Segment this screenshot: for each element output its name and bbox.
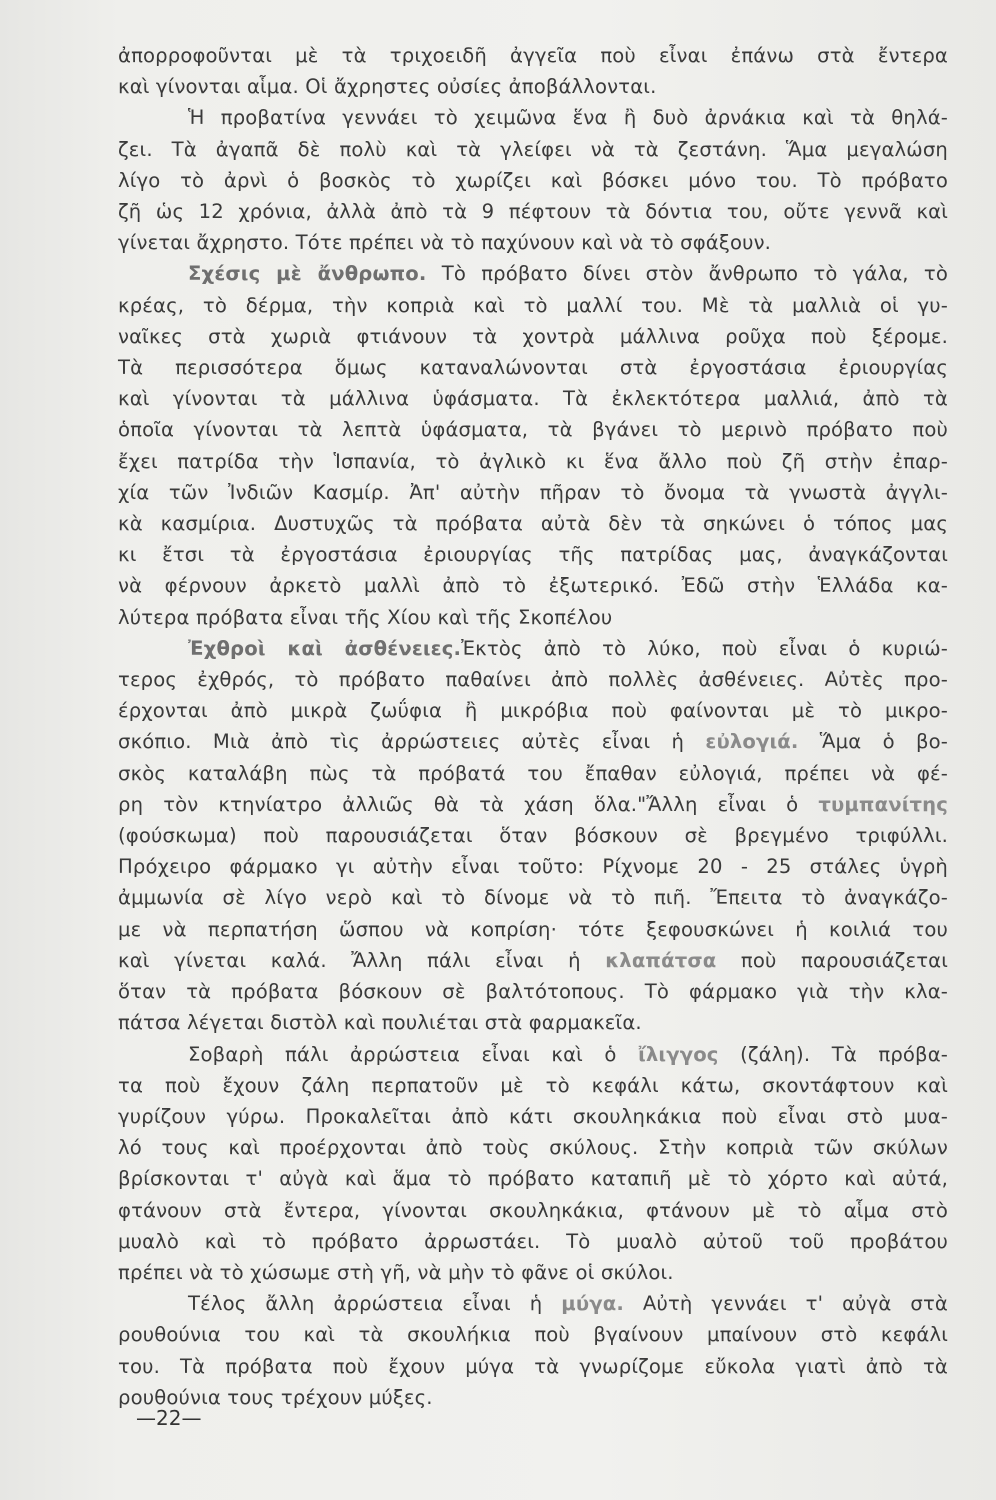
text-segment: καὶ γίνεται καλά. Ἄλλη πάλι εἶναι ἡ — [118, 948, 581, 972]
text-line: ὁποῖα γίνονται τὰ λεπτὰ ὑφάσματα, τὰ βγάνει τὸ μερινὸ πρόβατο ποὺ — [118, 418, 948, 442]
term-klapatsa: κλαπάτσα — [605, 948, 717, 972]
text-segment: Σοβαρὴ πάλι ἀρρώστεια εἶναι καὶ ὁ — [188, 1042, 617, 1066]
text-line: βρίσκονται τ' αὐγὰ καὶ ἅμα τὸ πρόβατο καταπιῆ μὲ τὸ χόρτο καὶ αὐτά, — [118, 1167, 948, 1191]
text-segment: Τὸ πρόβατο δίνει στὸν ἄνθρωπο τὸ γάλα, τὸ — [426, 262, 948, 286]
text-line — [118, 726, 948, 757]
text-line: τα ποὺ ἔχουν ζάλη περπατοῦν μὲ τὸ κεφάλι κάτω, σκοντάφτουν καὶ — [118, 1073, 948, 1097]
text-line — [118, 633, 948, 664]
text-line: καὶ γίνονται αἷμα. Οἱ ἄχρηστες οὐσίες ἀποβάλλονται. — [118, 75, 657, 99]
text-line: ζῆ ὡς 12 χρόνια, ἀλλὰ ἀπὸ τὰ 9 πέφτουν τὰ δόντια του, οὔτε γεννᾶ καὶ — [118, 200, 948, 224]
text-line: ρουθούνια του καὶ τὰ σκουλήκια ποὺ βγαίνουν μπαίνουν στὸ κεφάλι — [118, 1323, 948, 1347]
text-line: χία τῶν Ἰνδιῶν Κασμίρ. Ἀπ' αὐτὴν πῆραν τὸ ὄνομα τὰ γνωστὰ ἀγγλι- — [118, 480, 948, 504]
text-line: ἔχει πατρίδα τὴν Ἱσπανία, τὸ ἀγλικὸ κι ἕνα ἄλλο ποὺ ζῆ στὴν ἐπαρ- — [118, 449, 948, 473]
text-line: γίνεται ἄχρηστο. Τότε πρέπει νὰ τὸ παχύνουν καὶ νὰ τὸ σφάξουν. — [118, 231, 772, 255]
body-text — [118, 40, 948, 1413]
text-line: ζει. Τὰ ἀγαπᾶ δὲ πολὺ καὶ τὰ γλείφει νὰ τὰ ζεστάνη. Ἅμα μεγαλώση — [118, 137, 948, 161]
text-line: ὅταν τὰ πρόβατα βόσκουν σὲ βαλτότοπους. Τὸ φάρμακο γιὰ τὴν κλα- — [118, 980, 948, 1004]
term-tympanitis: τυμπανίτης — [818, 792, 948, 816]
text-line: πάτσα λέγεται διστὸλ καὶ πουλιέται στὰ φαρμακεῖα. — [118, 1011, 642, 1035]
text-line: ναῖκες στὰ χωριὰ φτιάνουν τὰ χοντρὰ μάλλινα ροῦχα ποὺ ξέρομε. — [118, 324, 948, 348]
text-line — [118, 945, 948, 976]
text-line — [118, 1039, 948, 1070]
page-number: —22— — [136, 1406, 202, 1430]
text-line: του. Τὰ πρόβατα ποὺ ἔχουν μύγα τὰ γνωρίζομε εὔκολα γιατὶ ἀπὸ τὰ — [118, 1354, 948, 1378]
text-line: τερος ἐχθρός, τὸ πρόβατο παθαίνει ἀπὸ πολλὲς ἀσθένειες. Αὐτὲς προ- — [118, 668, 948, 692]
text-segment: Ἅμα ὁ βο- — [798, 730, 948, 754]
text-segment: Ἐκτὸς ἀπὸ τὸ λύκο, ποὺ εἶναι ὁ κυριώ- — [461, 636, 948, 660]
text-line: με νὰ περπατήση ὥσπου νὰ κοπρίση· τότε ξεφουσκώνει ἡ κοιλιά του — [118, 917, 948, 941]
text-segment: σκόπιο. Μιὰ ἀπὸ τὶς ἀρρώστειες αὐτὲς εἶναι ἡ — [118, 730, 685, 754]
text-line: λύτερα πρόβατα εἶναι τῆς Χίου καὶ τῆς Σκοπέλου — [118, 605, 613, 629]
term-iliggos: ἴλιγγος — [638, 1042, 719, 1066]
text-line: σκὸς καταλάβη πὼς τὰ πρόβατά του ἔπαθαν εὐλογιά, πρέπει νὰ φέ- — [118, 761, 948, 785]
text-line: φτάνουν στὰ ἔντερα, γίνονται σκουληκάκια, φτάνουν μὲ τὸ αἷμα στὸ — [118, 1198, 948, 1222]
text-segment: ρη τὸν κτηνίατρο ἀλλιῶς θὰ τὰ χάση ὅλα."Ἄλλη εἶναι ὁ — [118, 792, 799, 816]
text-line: γυρίζουν γύρω. Προκαλεῖται ἀπὸ κάτι σκουληκάκια ποὺ εἶναι στὸ μυα- — [118, 1104, 948, 1128]
term-myga: μύγα. — [561, 1292, 624, 1316]
text-line: καὶ γίνονται τὰ μάλλινα ὑφάσματα. Τὰ ἐκλεκτότερα μαλλιά, ἀπὸ τὰ — [118, 387, 948, 411]
text-line: κρέας, τὸ δέρμα, τὴν κοπριὰ καὶ τὸ μαλλί του. Μὲ τὰ μαλλιὰ οἱ γυ- — [118, 293, 948, 317]
text-line: Τὰ περισσότερα ὅμως καταναλώνονται στὰ ἐργοστάσια ἐριουργίας — [118, 356, 948, 380]
text-line: έρχονται ἀπὸ μικρὰ ζωΰφια ἢ μικρόβια ποὺ φαίνονται μὲ τὸ μικρο- — [118, 699, 948, 723]
text-line: ἀμμωνία σὲ λίγο νερὸ καὶ τὸ δίνομε νὰ τὸ πιῆ. Ἔπειτα τὸ ἀναγκάζο- — [118, 886, 948, 910]
text-line: λίγο τὸ ἀρνὶ ὁ βοσκὸς τὸ χωρίζει καὶ βόσκει μόνο του. Τὸ πρόβατο — [118, 168, 948, 192]
text-line: Πρόχειρο φάρμακο γι αὐτὴν εἶναι τοῦτο: Ρίχνομε 20 - 25 στάλες ὑγρὴ — [118, 855, 948, 879]
text-segment: Αὐτὴ γεννάει τ' αὐγὰ στὰ — [623, 1292, 948, 1316]
section-heading-diseases: Ἐχθροὶ καὶ ἀσθένειες. — [188, 636, 462, 660]
text-segment: (ζάλη). Τὰ πρόβα- — [718, 1042, 948, 1066]
text-line: νὰ φέρνουν ἀρκετὸ μαλλὶ ἀπὸ τὸ ἐξωτερικό. Ἐδῶ στὴν Ἑλλάδα κα- — [118, 574, 948, 598]
text-line: ἀπορροφοῦνται μὲ τὰ τριχοειδῆ ἀγγεῖα ποὺ εἶναι ἐπάνω στὰ ἔντερα — [118, 44, 948, 67]
text-line: ρουθούνια τους τρέχουν μύξες. — [118, 1385, 433, 1409]
text-segment: ποὺ παρουσιάζεται — [716, 948, 948, 972]
text-line: (φούσκωμα) ποὺ παρουσιάζεται ὅταν βόσκουν σὲ βρεγμένο τριφύλλι. — [118, 824, 948, 848]
text-line: λό τους καὶ προέρχονται ἀπὸ τοὺς σκύλους. Στὴν κοπριὰ τῶν σκύλων — [118, 1136, 948, 1160]
text-line — [118, 1288, 948, 1319]
text-line: κὰ κασμίρια. Δυστυχῶς τὰ πρόβατα αὐτὰ δὲν τὰ σηκώνει ὁ τόπος μας — [118, 512, 948, 536]
text-line: πρέπει νὰ τὸ χώσωμε στὴ γῆ, νὰ μὴν τὸ φᾶνε οἱ σκύλοι. — [118, 1260, 674, 1284]
text-line — [118, 789, 948, 820]
text-line: μυαλὸ καὶ τὸ πρόβατο ἀρρωστάει. Τὸ μυαλὸ αὐτοῦ τοῦ προβάτου — [118, 1229, 948, 1253]
text-line — [118, 258, 948, 289]
text-line: Ἡ προβατίνα γεννάει τὸ χειμῶνα ἕνα ἢ δυὸ ἀρνάκια καὶ τὰ θηλά- — [188, 106, 948, 130]
text-line: κι ἔτσι τὰ ἐργοστάσια ἐριουργίας τῆς πατρίδας μας, ἀναγκάζονται — [118, 543, 948, 567]
text-segment: Τέλος ἄλλη ἀρρώστεια εἶναι ἡ — [188, 1292, 543, 1316]
term-evlogia: εὐλογιά. — [705, 730, 799, 754]
section-heading-relation: Σχέσις μὲ ἄνθρωπο. — [188, 262, 427, 286]
